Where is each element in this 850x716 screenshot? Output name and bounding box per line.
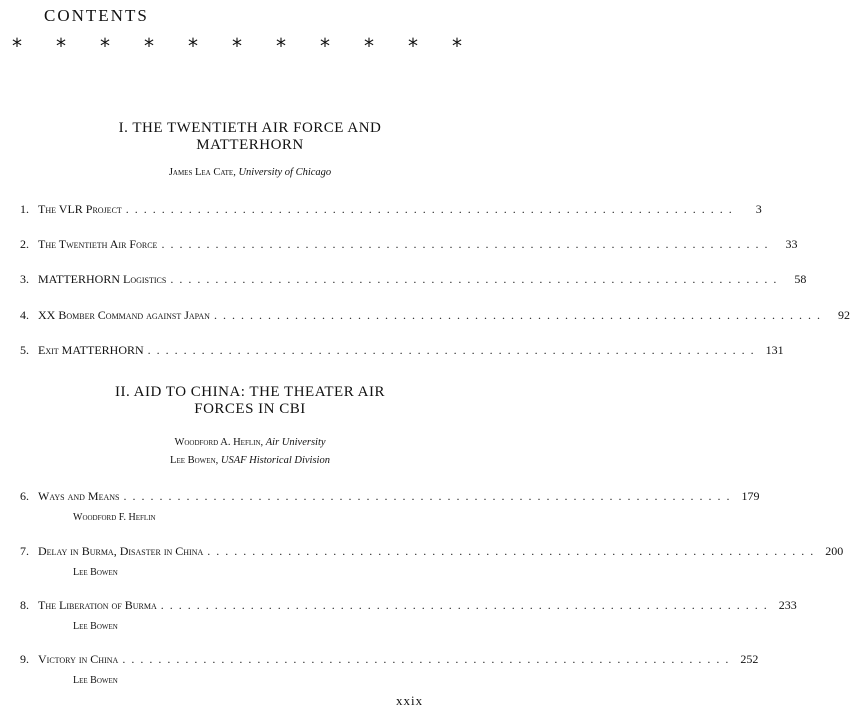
- part-1-title-line-1: I. THE TWENTIETH AIR FORCE AND: [118, 120, 382, 136]
- chapter-8-author: Lee Bowen: [73, 621, 118, 632]
- toc-entry-7[interactable]: [20, 544, 844, 558]
- chapter-title: MATTERHORN Logistics: [38, 272, 167, 286]
- page-number: 92: [837, 308, 850, 322]
- chapter-number: 6.: [20, 489, 29, 503]
- author-affiliation: Air University: [265, 437, 326, 448]
- page-number: 179: [741, 489, 760, 503]
- star-ornament: *: [276, 34, 286, 58]
- author-affiliation: USAF Historical Division: [220, 455, 330, 466]
- chapter-6-author: Woodford F. Heflin: [73, 512, 156, 523]
- dot-leader: ....................................................................: [213, 308, 826, 322]
- page-number: 58: [794, 272, 807, 286]
- chapter-number: 4.: [20, 308, 29, 322]
- contents-heading: CONTENTS: [44, 6, 149, 25]
- part-2-title-line-2: FORCES IN CBI: [194, 401, 306, 417]
- page-number: 200: [825, 544, 844, 558]
- part-1-author: James Lea Cate, University of Chicago: [168, 167, 332, 178]
- star-ornament: *: [56, 34, 66, 58]
- star-ornament: *: [12, 34, 22, 58]
- star-ornament: *: [364, 34, 374, 58]
- star-ornament: *: [100, 34, 110, 58]
- dot-leader: ....................................................................: [160, 598, 773, 612]
- chapter-title: The Twentieth Air Force: [38, 237, 158, 251]
- chapter-7-author: Lee Bowen: [73, 567, 118, 578]
- chapter-title: Ways and Means: [38, 489, 120, 503]
- star-ornament: *: [144, 34, 154, 58]
- part-1-title-line-2: MATTERHORN: [196, 137, 304, 153]
- chapter-title: XX Bomber Command against Japan: [38, 308, 210, 322]
- part-1-title: [40, 120, 460, 154]
- page-number: 233: [778, 598, 797, 612]
- author-affiliation: University of Chicago: [238, 167, 332, 178]
- chapter-number: 1.: [20, 202, 29, 216]
- toc-entry-4[interactable]: [20, 308, 850, 322]
- dot-leader: ....................................................................: [207, 544, 820, 558]
- dot-leader: ....................................................................: [125, 202, 738, 216]
- chapter-title: The Liberation of Burma: [38, 598, 157, 612]
- author-name: James Lea Cate: [168, 167, 234, 178]
- author-name: Lee Bowen: [170, 455, 216, 466]
- page-number: 252: [740, 652, 759, 666]
- dot-leader: ....................................................................: [122, 652, 735, 666]
- toc-entry-6[interactable]: [20, 489, 760, 503]
- star-ornament: *: [232, 34, 242, 58]
- chapter-number: 8.: [20, 598, 29, 612]
- page-number: 131: [765, 343, 784, 357]
- chapter-title: Delay in Burma, Disaster in China: [38, 544, 204, 558]
- author-name: Woodford A. Heflin: [174, 437, 261, 448]
- toc-entry-5[interactable]: [20, 343, 784, 357]
- star-ornament: *: [452, 34, 462, 58]
- part-2-author-2: Lee Bowen, USAF Historical Division: [170, 455, 330, 466]
- toc-entry-3[interactable]: [20, 272, 807, 286]
- dot-leader: ....................................................................: [147, 343, 760, 357]
- chapter-number: 3.: [20, 272, 29, 286]
- chapter-number: 9.: [20, 652, 29, 666]
- chapter-title: The VLR Project: [38, 202, 122, 216]
- part-2-author-1: Woodford A. Heflin, Air University: [174, 437, 326, 448]
- dot-leader: ....................................................................: [123, 489, 736, 503]
- page-number: 33: [785, 237, 798, 251]
- star-ornament: *: [408, 34, 418, 58]
- page-folio: xxix: [396, 693, 424, 708]
- chapter-number: 5.: [20, 343, 29, 357]
- toc-entry-9[interactable]: [20, 652, 759, 666]
- toc-entry-8[interactable]: [20, 598, 797, 612]
- part-2-title-line-1: II. AID TO CHINA: THE THEATER AIR: [115, 384, 385, 400]
- chapter-9-author: Lee Bowen: [73, 675, 118, 686]
- dot-leader: ....................................................................: [170, 272, 783, 286]
- dot-leader: ....................................................................: [161, 237, 774, 251]
- toc-entry-2[interactable]: [20, 237, 798, 251]
- star-ornament: *: [188, 34, 198, 58]
- page-number: 3: [755, 202, 762, 216]
- chapter-title: Exit MATTERHORN: [38, 343, 144, 357]
- part-2-title: [40, 384, 460, 418]
- chapter-number: 2.: [20, 237, 29, 251]
- chapter-title: Victory in China: [38, 652, 119, 666]
- chapter-number: 7.: [20, 544, 29, 558]
- star-ornament: *: [320, 34, 330, 58]
- toc-entry-1[interactable]: [20, 202, 762, 216]
- star-ornament-row: [12, 36, 462, 56]
